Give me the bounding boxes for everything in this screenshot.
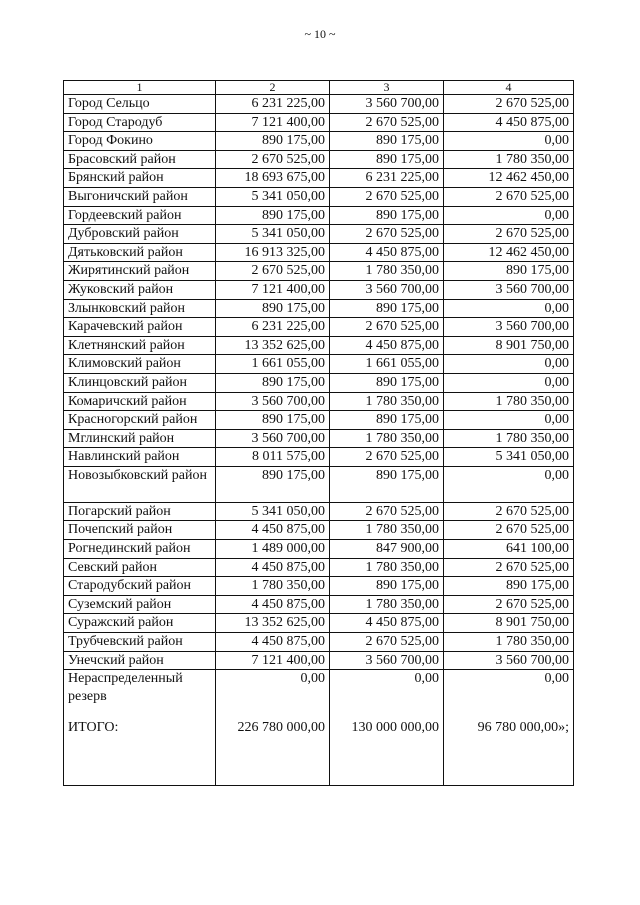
value-col2: 6 231 225,00 <box>216 318 330 337</box>
value-col4: 8 901 750,00 <box>444 614 574 633</box>
value-col3: 890 175,00 <box>330 132 444 151</box>
district-name: Город Сельцо <box>64 95 216 114</box>
value-col3: 4 450 875,00 <box>330 336 444 355</box>
value-col2: 890 175,00 <box>216 373 330 392</box>
value-col2: 1 780 350,00 <box>216 577 330 596</box>
district-name: Жуковский район <box>64 280 216 299</box>
spacer-row <box>64 705 574 719</box>
value-col3: 1 780 350,00 <box>330 558 444 577</box>
value-col4: 641 100,00 <box>444 540 574 559</box>
total-col3: 130 000 000,00 <box>330 719 444 786</box>
reserve-col3: 0,00 <box>330 670 444 706</box>
value-col4: 890 175,00 <box>444 577 574 596</box>
value-col3: 6 231 225,00 <box>330 169 444 188</box>
value-col4: 1 780 350,00 <box>444 392 574 411</box>
value-col4: 2 670 525,00 <box>444 595 574 614</box>
reserve-row <box>64 670 574 706</box>
value-col2: 2 670 525,00 <box>216 150 330 169</box>
value-col4: 0,00 <box>444 411 574 430</box>
value-col4: 890 175,00 <box>444 262 574 281</box>
total-label: ИТОГО: <box>64 719 216 786</box>
district-name: Трубчевский район <box>64 633 216 652</box>
value-col3: 890 175,00 <box>330 373 444 392</box>
value-col2: 4 450 875,00 <box>216 521 330 540</box>
value-col3: 1 780 350,00 <box>330 595 444 614</box>
value-col2: 1 489 000,00 <box>216 540 330 559</box>
value-col4: 3 560 700,00 <box>444 318 574 337</box>
value-col2: 890 175,00 <box>216 466 330 502</box>
district-name: Выгоничский район <box>64 187 216 206</box>
value-col2: 16 913 325,00 <box>216 243 330 262</box>
table-row <box>64 299 574 318</box>
table-row <box>64 577 574 596</box>
value-col2: 7 121 400,00 <box>216 651 330 670</box>
value-col4: 2 670 525,00 <box>444 187 574 206</box>
value-col4: 2 670 525,00 <box>444 521 574 540</box>
district-name: Брасовский район <box>64 150 216 169</box>
table-row <box>64 521 574 540</box>
value-col4: 1 780 350,00 <box>444 429 574 448</box>
table-header-row <box>64 81 574 95</box>
value-col4: 0,00 <box>444 132 574 151</box>
district-name: Новозыбковский район <box>64 466 216 502</box>
table-row <box>64 595 574 614</box>
total-row <box>64 719 574 786</box>
table-row <box>64 651 574 670</box>
district-name: Унечский район <box>64 651 216 670</box>
value-col3: 890 175,00 <box>330 150 444 169</box>
table-body <box>64 95 574 670</box>
value-col2: 5 341 050,00 <box>216 187 330 206</box>
table-row <box>64 448 574 467</box>
column-header-4: 4 <box>444 81 574 95</box>
table-row <box>64 355 574 374</box>
value-col2: 7 121 400,00 <box>216 280 330 299</box>
district-name: Погарский район <box>64 502 216 521</box>
table-row <box>64 558 574 577</box>
value-col4: 0,00 <box>444 206 574 225</box>
value-col2: 8 011 575,00 <box>216 448 330 467</box>
value-col3: 2 670 525,00 <box>330 448 444 467</box>
value-col4: 5 341 050,00 <box>444 448 574 467</box>
district-name: Стародубский район <box>64 577 216 596</box>
district-name: Гордеевский район <box>64 206 216 225</box>
table-row <box>64 540 574 559</box>
value-col4: 8 901 750,00 <box>444 336 574 355</box>
table-row <box>64 280 574 299</box>
district-name: Дятьковский район <box>64 243 216 262</box>
value-col4: 2 670 525,00 <box>444 225 574 244</box>
value-col4: 12 462 450,00 <box>444 243 574 262</box>
value-col2: 890 175,00 <box>216 299 330 318</box>
value-col3: 1 780 350,00 <box>330 262 444 281</box>
total-col4: 96 780 000,00»; <box>444 719 574 786</box>
value-col4: 2 670 525,00 <box>444 95 574 114</box>
value-col4: 3 560 700,00 <box>444 280 574 299</box>
district-name: Клинцовский район <box>64 373 216 392</box>
value-col2: 4 450 875,00 <box>216 633 330 652</box>
table-row <box>64 243 574 262</box>
district-name: Город Стародуб <box>64 113 216 132</box>
value-col2: 1 661 055,00 <box>216 355 330 374</box>
table-row <box>64 187 574 206</box>
district-name: Навлинский район <box>64 448 216 467</box>
value-col3: 2 670 525,00 <box>330 633 444 652</box>
value-col3: 2 670 525,00 <box>330 318 444 337</box>
value-col2: 890 175,00 <box>216 132 330 151</box>
value-col3: 1 780 350,00 <box>330 429 444 448</box>
value-col2: 3 560 700,00 <box>216 392 330 411</box>
value-col4: 0,00 <box>444 373 574 392</box>
reserve-col4: 0,00 <box>444 670 574 706</box>
total-col2: 226 780 000,00 <box>216 719 330 786</box>
value-col4: 0,00 <box>444 466 574 502</box>
value-col2: 13 352 625,00 <box>216 336 330 355</box>
district-name: Рогнединский район <box>64 540 216 559</box>
table-row <box>64 169 574 188</box>
table-row <box>64 113 574 132</box>
value-col2: 7 121 400,00 <box>216 113 330 132</box>
district-name: Севский район <box>64 558 216 577</box>
budget-distribution-table <box>63 80 574 786</box>
value-col4: 2 670 525,00 <box>444 558 574 577</box>
value-col4: 12 462 450,00 <box>444 169 574 188</box>
table-row <box>64 95 574 114</box>
value-col3: 4 450 875,00 <box>330 614 444 633</box>
table-row <box>64 614 574 633</box>
value-col2: 4 450 875,00 <box>216 595 330 614</box>
column-header-3: 3 <box>330 81 444 95</box>
value-col2: 18 693 675,00 <box>216 169 330 188</box>
value-col4: 2 670 525,00 <box>444 502 574 521</box>
table-row <box>64 225 574 244</box>
value-col3: 847 900,00 <box>330 540 444 559</box>
table-row <box>64 336 574 355</box>
district-name: Карачевский район <box>64 318 216 337</box>
district-name: Суражский район <box>64 614 216 633</box>
value-col3: 3 560 700,00 <box>330 95 444 114</box>
district-name: Почепский район <box>64 521 216 540</box>
value-col3: 2 670 525,00 <box>330 187 444 206</box>
value-col3: 2 670 525,00 <box>330 225 444 244</box>
value-col2: 6 231 225,00 <box>216 95 330 114</box>
table-row <box>64 502 574 521</box>
district-name: Суземский район <box>64 595 216 614</box>
value-col3: 890 175,00 <box>330 411 444 430</box>
value-col3: 890 175,00 <box>330 206 444 225</box>
table-row <box>64 132 574 151</box>
value-col3: 4 450 875,00 <box>330 243 444 262</box>
table-row <box>64 206 574 225</box>
column-header-1: 1 <box>64 81 216 95</box>
value-col3: 890 175,00 <box>330 577 444 596</box>
district-name: Клетнянский район <box>64 336 216 355</box>
value-col4: 1 780 350,00 <box>444 633 574 652</box>
district-name: Злынковский район <box>64 299 216 318</box>
value-col3: 1 780 350,00 <box>330 392 444 411</box>
value-col3: 2 670 525,00 <box>330 502 444 521</box>
column-header-2: 2 <box>216 81 330 95</box>
value-col4: 4 450 875,00 <box>444 113 574 132</box>
value-col3: 2 670 525,00 <box>330 113 444 132</box>
district-name: Красногорский район <box>64 411 216 430</box>
value-col4: 1 780 350,00 <box>444 150 574 169</box>
district-name: Брянский район <box>64 169 216 188</box>
value-col3: 1 661 055,00 <box>330 355 444 374</box>
table-row <box>64 150 574 169</box>
value-col4: 0,00 <box>444 355 574 374</box>
district-name: Жирятинский район <box>64 262 216 281</box>
table-row <box>64 262 574 281</box>
district-name: Город Фокино <box>64 132 216 151</box>
page-number: ~ 10 ~ <box>304 27 336 41</box>
table-row <box>64 411 574 430</box>
value-col2: 4 450 875,00 <box>216 558 330 577</box>
value-col2: 5 341 050,00 <box>216 502 330 521</box>
table-row <box>64 429 574 448</box>
value-col2: 3 560 700,00 <box>216 429 330 448</box>
value-col4: 3 560 700,00 <box>444 651 574 670</box>
value-col2: 890 175,00 <box>216 206 330 225</box>
table-row <box>64 466 574 502</box>
reserve-col2: 0,00 <box>216 670 330 706</box>
table-row <box>64 633 574 652</box>
value-col3: 3 560 700,00 <box>330 280 444 299</box>
value-col2: 13 352 625,00 <box>216 614 330 633</box>
value-col2: 890 175,00 <box>216 411 330 430</box>
district-name: Дубровский район <box>64 225 216 244</box>
value-col4: 0,00 <box>444 299 574 318</box>
value-col3: 890 175,00 <box>330 466 444 502</box>
value-col2: 2 670 525,00 <box>216 262 330 281</box>
value-col2: 5 341 050,00 <box>216 225 330 244</box>
reserve-name: Нераспределенный резерв <box>64 670 216 706</box>
district-name: Мглинский район <box>64 429 216 448</box>
district-name: Климовский район <box>64 355 216 374</box>
table-row <box>64 373 574 392</box>
value-col3: 890 175,00 <box>330 299 444 318</box>
table-footer <box>64 670 574 786</box>
table-row <box>64 392 574 411</box>
district-name: Комаричский район <box>64 392 216 411</box>
value-col3: 3 560 700,00 <box>330 651 444 670</box>
value-col3: 1 780 350,00 <box>330 521 444 540</box>
table-row <box>64 318 574 337</box>
